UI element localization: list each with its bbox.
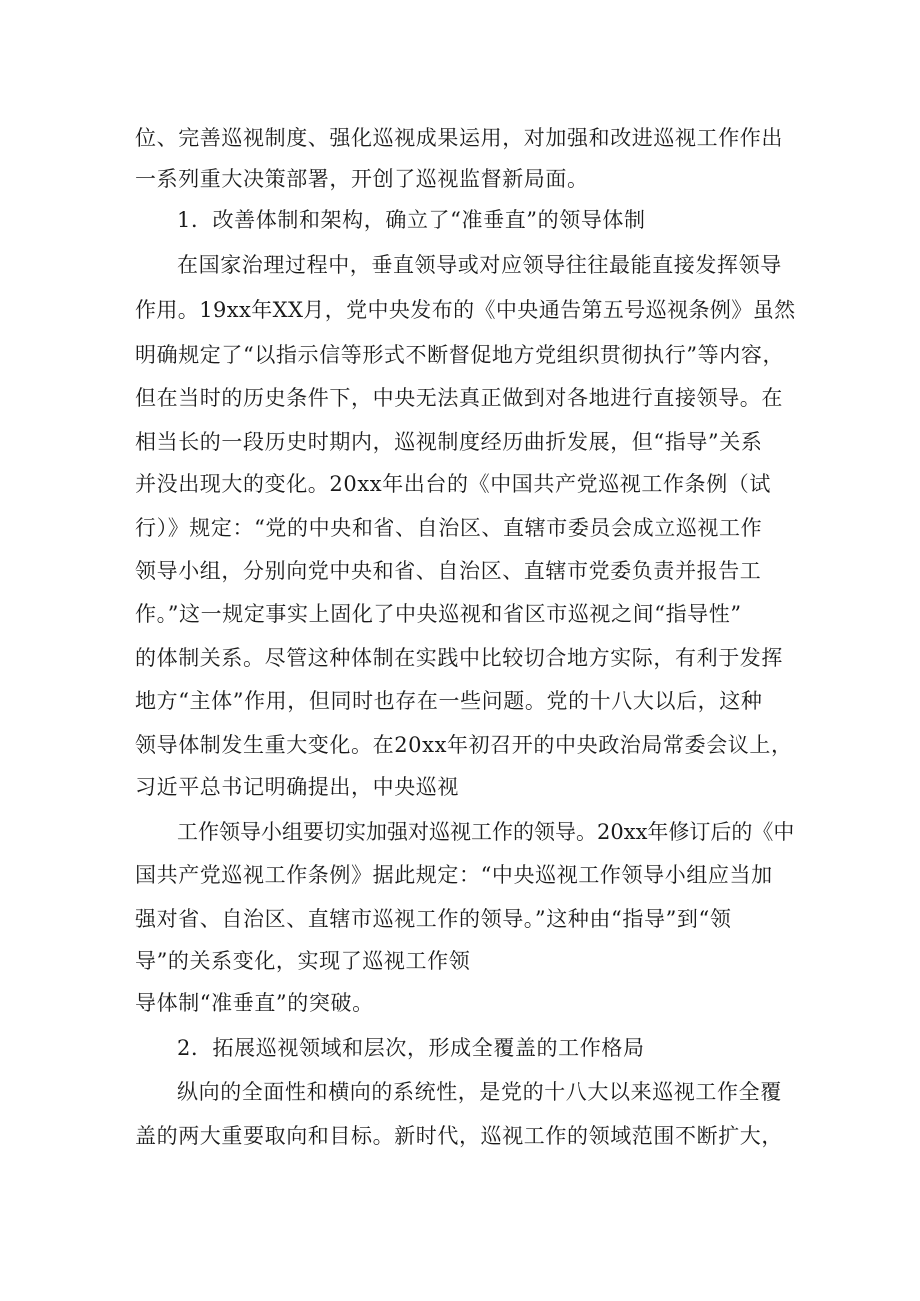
text-line: 习近平总书记明确提出，中央巡视 [135, 775, 459, 799]
section-heading-2: 2．拓展巡视领域和层次，形成全覆盖的工作格局 [177, 1036, 645, 1060]
text-line: 领导体制发生重大变化。在20xx年初召开的中央政治局常委会议上， [135, 733, 793, 757]
paragraph-start: 在国家治理过程中，垂直领导或对应领导往往最能直接发挥领导 [177, 253, 782, 277]
text-line: 盖的两大重要取向和目标。新时代，巡视工作的领域范围不断扩大， [135, 1124, 783, 1148]
text-line: 行）》规定：“党的中央和省、自治区、直辖市委员会成立巡视工作 [135, 516, 763, 540]
text-line: 国共产党巡视工作条例》据此规定：“中央巡视工作领导小组应当加 [135, 863, 773, 887]
paragraph-start: 纵向的全面性和横向的系统性，是党的十八大以来巡视工作全覆 [177, 1080, 782, 1104]
text-line: 并没出现大的变化。20xx年出台的《中国共产党巡视工作条例（试 [135, 472, 772, 496]
text-line: 的体制关系。尽管这种体制在实践中比较切合地方实际，有利于发挥 [135, 646, 783, 670]
section-heading-1: 1．改善体制和架构，确立了“准垂直”的领导体制 [177, 208, 646, 232]
text-line: 明确规定了“以指示信等形式不断督促地方党组织贯彻执行”等内容， [135, 343, 785, 367]
text-line: 导体制“准垂直”的突破。 [135, 991, 374, 1015]
text-line: 位、完善巡视制度、强化巡视成果运用，对加强和改进巡视工作作出 [135, 126, 783, 150]
text-line: 相当长的一段历史时期内，巡视制度经历曲折发展，但“指导”关系 [135, 430, 763, 454]
text-line: 作用。19xx年XX月，党中央发布的《中央通告第五号巡视条例》虽然 [135, 298, 796, 322]
text-line: 一系列重大决策部署，开创了巡视监督新局面。 [135, 167, 589, 191]
text-line: 强对省、自治区、直辖市巡视工作的领导。”这种由“指导”到“领 [135, 907, 732, 931]
paragraph-start: 工作领导小组要切实加强对巡视工作的领导。20xx年修订后的《中 [177, 820, 795, 844]
text-line: 作。”这一规定事实上固化了中央巡视和省区市巡视之间“指导性” [135, 602, 742, 626]
text-line: 领导小组，分别向党中央和省、自治区、直辖市党委负责并报告工 [135, 559, 762, 583]
text-line: 地方“主体”作用，但同时也存在一些问题。党的十八大以后，这种 [135, 689, 763, 713]
text-line: 但在当时的历史条件下，中央无法真正做到对各地进行直接领导。在 [135, 386, 783, 410]
text-line: 导”的关系变化，实现了巡视工作领 [135, 949, 471, 973]
